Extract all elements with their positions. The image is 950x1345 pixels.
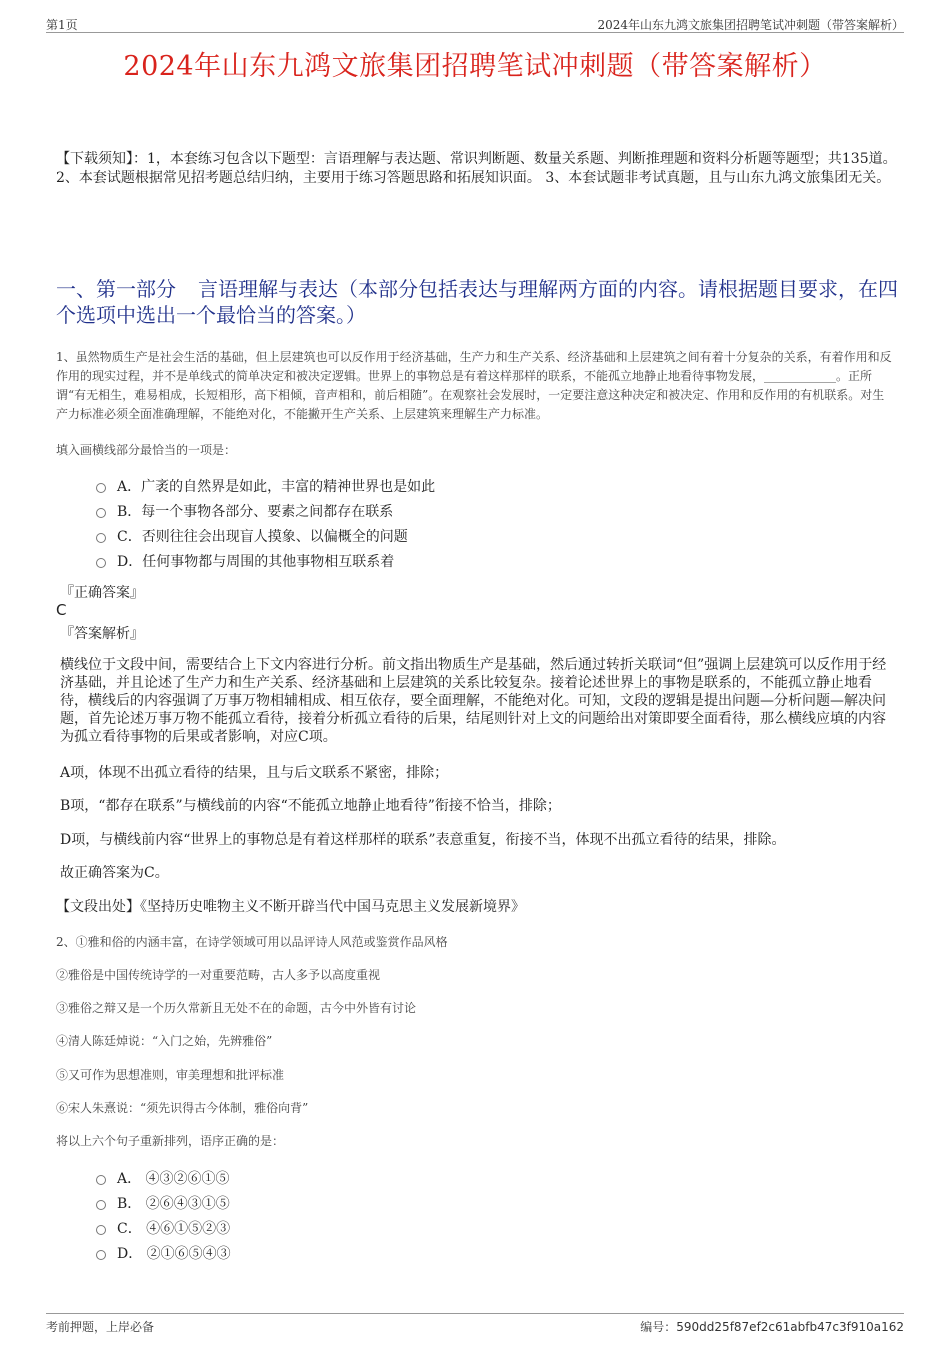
- option-a[interactable]: [96, 473, 435, 498]
- answer-value: C: [56, 601, 67, 619]
- option-label: D．任何事物都与周围的其他事物相互联系着: [117, 553, 395, 570]
- answer-label: 『正确答案』: [60, 585, 144, 601]
- option-label: C． ④⑥①⑤②③: [117, 1220, 231, 1237]
- option-b[interactable]: [96, 498, 435, 523]
- header-doc-title: 2024年山东九鸿文旅集团招聘笔试冲刺题（带答案解析）: [597, 18, 904, 32]
- analysis-option-a: A项，体现不出孤立看待的结果，且与后文联系不紧密，排除；: [60, 765, 449, 781]
- question-2-line-1: 2、①雅和俗的内涵丰富，在诗学领域可用以品评诗人风范或鉴赏作品风格: [56, 935, 448, 949]
- analysis-conclusion: 故正确答案为C。: [60, 865, 169, 881]
- option-b[interactable]: [96, 1190, 231, 1215]
- question-1-prompt: 填入画横线部分最恰当的一项是：: [56, 443, 237, 457]
- option-c[interactable]: [96, 523, 435, 548]
- code-label: 编号：: [640, 1320, 677, 1334]
- analysis-paragraph: 横线位于文段中间，需要结合上下文内容进行分析。前文指出物质生产是基础，然后通过转折关联词“但”强调上层建筑可以反作用于经济基础，并且论述了生产力和生产关系、经济基础和上层建筑的关系比较复杂。接着论述世界上的事物是联系的，不能孤立静止地看待，横线后的内容强调了万事万物相辅相成、相互依存，要全面理解，不能绝对化。可知，文段的逻辑是提出问题—分析问题—解决问题，首先论述万事万物不能孤立看待，接着分析孤立看待的后果，结尾则针对上文的问题给出对策即要全面看待，那么横线应填的内容为孤立看待事物的后果或者影响，对应C项。: [60, 657, 887, 745]
- option-label: B． ②⑥④③①⑤: [117, 1195, 230, 1212]
- question-2-options: [96, 1165, 231, 1265]
- radio-icon[interactable]: [96, 508, 106, 518]
- option-d[interactable]: [96, 1240, 231, 1265]
- footer-slogan: 考前押题，上岸必备: [46, 1320, 155, 1334]
- radio-icon[interactable]: [96, 558, 106, 568]
- question-2-line-4: ④清人陈廷焯说：“入门之始，先辨雅俗”: [56, 1034, 273, 1048]
- download-notice: 【下载须知】：1，本套练习包含以下题型：言语理解与表达题、常识判断题、数量关系题、判断推理题和资料分析题等题型；共135道。 2、本套试题根据常见招考题总结归纳，主要用于练习答题思路和拓展知识面。 3、本套试题非考试真题，且与山东九鸿文旅集团无关。: [56, 151, 897, 186]
- option-label: D． ②①⑥⑤④③: [117, 1245, 231, 1262]
- radio-icon[interactable]: [96, 1200, 106, 1210]
- document-title: 2024年山东九鸿文旅集团招聘笔试冲刺题（带答案解析）: [123, 51, 827, 82]
- question-2-line-6: ⑥宋人朱熹说：“须先识得古今体制，雅俗向背”: [56, 1101, 309, 1115]
- analysis-option-b: B项，“都存在联系”与横线前的内容“不能孤立地静止地看待”衔接不恰当，排除；: [60, 798, 561, 814]
- analysis-option-d: D项，与横线前内容“世界上的事物总是有着这样那样的联系”表意重复，衔接不当，体现不出孤立看待的结果，排除。: [60, 832, 786, 848]
- page-footer: [46, 1313, 904, 1334]
- document-code: [640, 1318, 904, 1335]
- question-1-text: 1、虽然物质生产是社会生活的基础，但上层建筑也可以反作用于经济基础，生产力和生产关系、经济基础和上层建筑之间有着十分复杂的关系，有着作用和反作用的现实过程，并不是单线式的简单决定和被决定逻辑。世界上的事物总是有着这样那样的联系，不能孤立地静止地看待事物发展，____________。正所谓“有无相生，难易相成，长短相形，高下相倾，音声相和，前后相随”。在观察社会发展时，一定要注意这种决定和被决定、作用和反作用的有机联系。对生产力标准必须全面准确理解，不能绝对化，不能撇开生产关系、上层建筑来理解生产力标准。: [56, 350, 892, 421]
- radio-icon[interactable]: [96, 1225, 106, 1235]
- option-a[interactable]: [96, 1165, 231, 1190]
- option-label: C．否则往往会出现盲人摸象、以偏概全的问题: [117, 528, 408, 545]
- section-desc: 言语理解与表达（本部分包括表达与理解两方面的内容。请根据题目要求，在四个选项中选出一个最恰当的答案。）: [56, 277, 898, 327]
- analysis-label: 『答案解析』: [60, 626, 144, 642]
- option-label: A． ④③②⑥①⑤: [117, 1170, 230, 1187]
- page-number: 第1页: [46, 18, 78, 32]
- code-value: 590dd25f87ef2c61abfb47c3f910a162: [676, 1320, 904, 1334]
- question-2-line-2: ②雅俗是中国传统诗学的一对重要范畴，古人多予以高度重视: [56, 968, 381, 982]
- section-name: 一、第一部分: [56, 277, 176, 301]
- question-2-prompt: 将以上六个句子重新排列，语序正确的是：: [56, 1134, 285, 1148]
- option-label: A．广袤的自然界是如此，丰富的精神世界也是如此: [117, 478, 436, 495]
- section-title: [56, 276, 901, 328]
- radio-icon[interactable]: [96, 1250, 106, 1260]
- radio-icon[interactable]: [96, 1175, 106, 1185]
- radio-icon[interactable]: [96, 483, 106, 493]
- option-d[interactable]: [96, 548, 435, 573]
- page-header: [46, 14, 904, 33]
- question-1-options: [96, 473, 435, 573]
- passage-source: 【文段出处】《坚持历史唯物主义不断开辟当代中国马克思主义发展新境界》: [56, 899, 525, 915]
- option-c[interactable]: [96, 1215, 231, 1240]
- question-2-line-5: ⑤又可作为思想准则，审美理想和批评标准: [56, 1068, 285, 1082]
- option-label: B．每一个事物各部分、要素之间都存在联系: [117, 503, 394, 520]
- question-2-line-3: ③雅俗之辩又是一个历久常新且无处不在的命题，古今中外皆有讨论: [56, 1001, 417, 1015]
- radio-icon[interactable]: [96, 533, 106, 543]
